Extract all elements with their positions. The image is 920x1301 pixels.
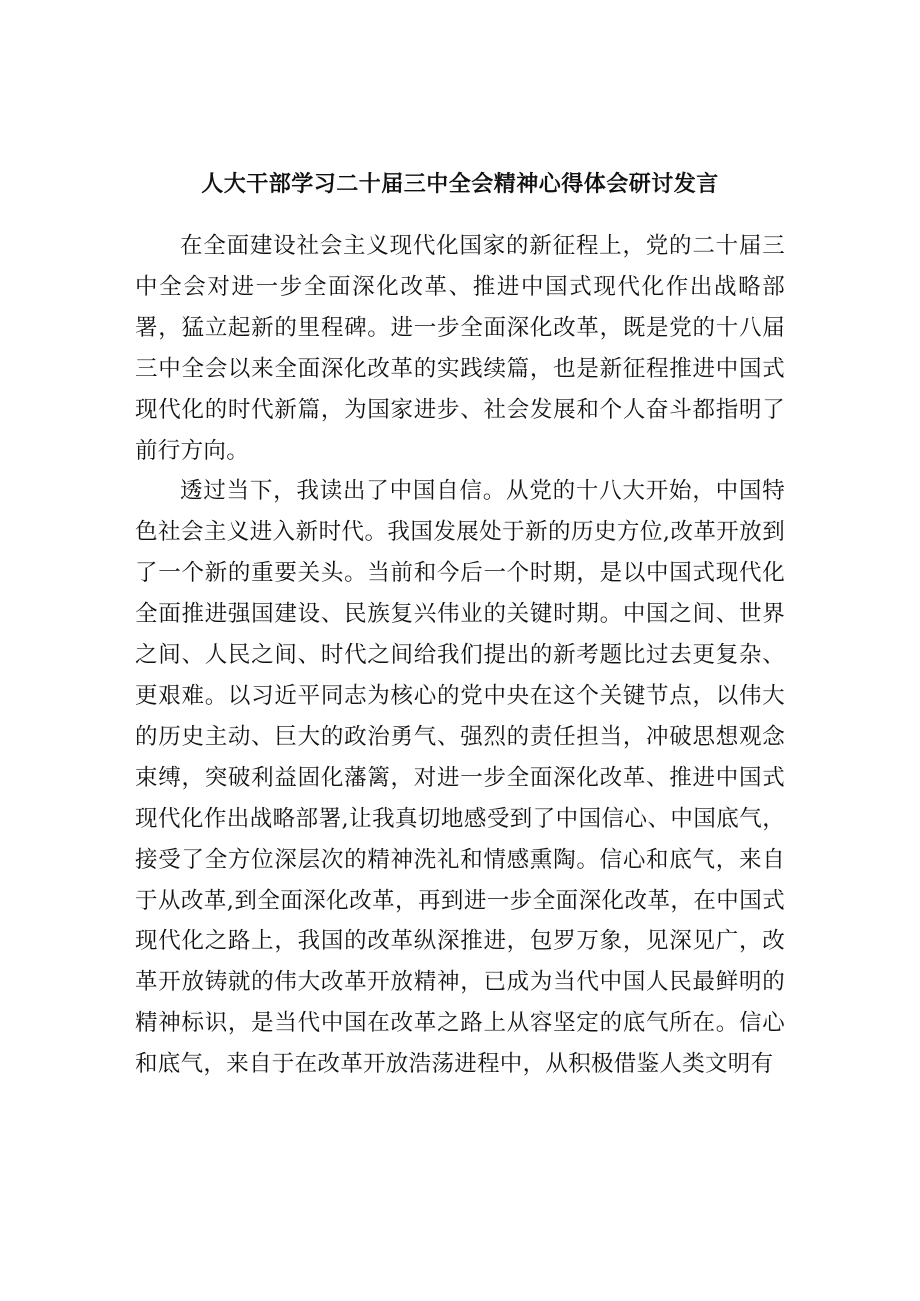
document-title: 人大干部学习二十届三中全会精神心得体会研讨发言 — [201, 172, 719, 197]
document-body — [135, 226, 785, 1085]
paragraph-1: 在全面建设社会主义现代化国家的新征程上，党的二十届三中全会对进一步全面深化改革、推进中国式现代化作出战略部署，猛立起新的里程碑。进一步全面深化改革，既是党的十八届三中全会以来全面深化改革的实践续篇，也是新征程推进中国式现代化的时代新篇，为国家进步、社会发展和个人奋斗都指明了前行方向。 — [135, 233, 785, 464]
paragraph-2: 透过当下，我读出了中国自信。从党的十八大开始，中国特色社会主义进入新时代。我国发展处于新的历史方位,改革开放到了一个新的重要关头。当前和今后一个时期，是以中国式现代化全面推进强国建设、民族复兴伟业的关键时期。中国之间、世界之间、人民之间、时代之间给我们提出的新考题比过去更复杂、更艰难。以习近平同志为核心的党中央在这个关键节点，以伟大的历史主动、巨大的政治勇气、强烈的责任担当，冲破思想观念束缚，突破利益固化藩篱，对进一步全面深化改革、推进中国式现代化作出战略部署,让我真切地感受到了中国信心、中国底气，接受了全方位深层次的精神洗礼和情感熏陶。信心和底气，来自于从改革,到全面深化改革，再到进一步全面深化改革，在中国式现代化之路上，我国的改革纵深推进，包罗万象，见深见广，改革开放铸就的伟大改革开放精神，已成为当代中国人民最鲜明的精神标识，是当代中国在改革之路上从容坚定的底气所在。信心和底气，来自于在改革开放浩荡进程中，从积极借鉴人类文明有 — [135, 478, 785, 1078]
